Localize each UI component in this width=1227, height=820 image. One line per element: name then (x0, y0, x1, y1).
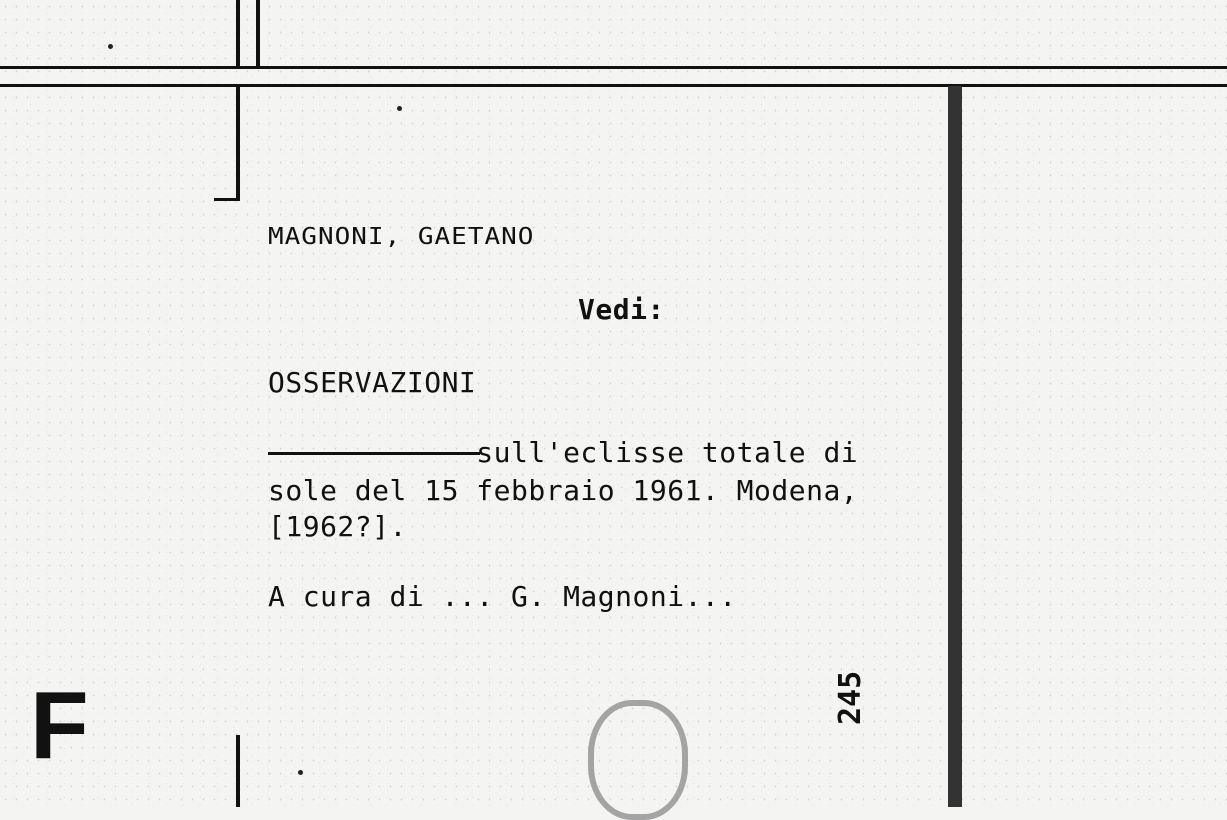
margin-letter: F (30, 672, 89, 779)
card-left-corner (214, 198, 240, 201)
top-rule (0, 66, 1227, 69)
see-reference-label: Vedi: (578, 293, 665, 326)
speck (397, 106, 402, 111)
card-right-edge (948, 86, 962, 807)
card-number: 245 (833, 670, 868, 725)
top-strip-mark-2 (256, 0, 260, 66)
card-punch-hole (588, 700, 688, 820)
top-strip-mark (236, 0, 240, 66)
card-left-edge (236, 86, 240, 200)
speck (298, 770, 303, 775)
entry-line-1: sull'eclisse totale di (268, 436, 859, 469)
editor-note: A cura di ... G. Magnoni... (268, 580, 737, 613)
entry-line-3: [1962?]. (268, 510, 407, 543)
subject-heading: OSSERVAZIONI (268, 366, 477, 399)
speck (108, 44, 113, 49)
author-heading: MAGNONI, GAETANO (268, 223, 535, 251)
top-rule-lower (0, 84, 1227, 87)
card-left-lower-edge (236, 735, 240, 807)
entry-line-2: sole del 15 febbraio 1961. Modena, (268, 474, 859, 507)
